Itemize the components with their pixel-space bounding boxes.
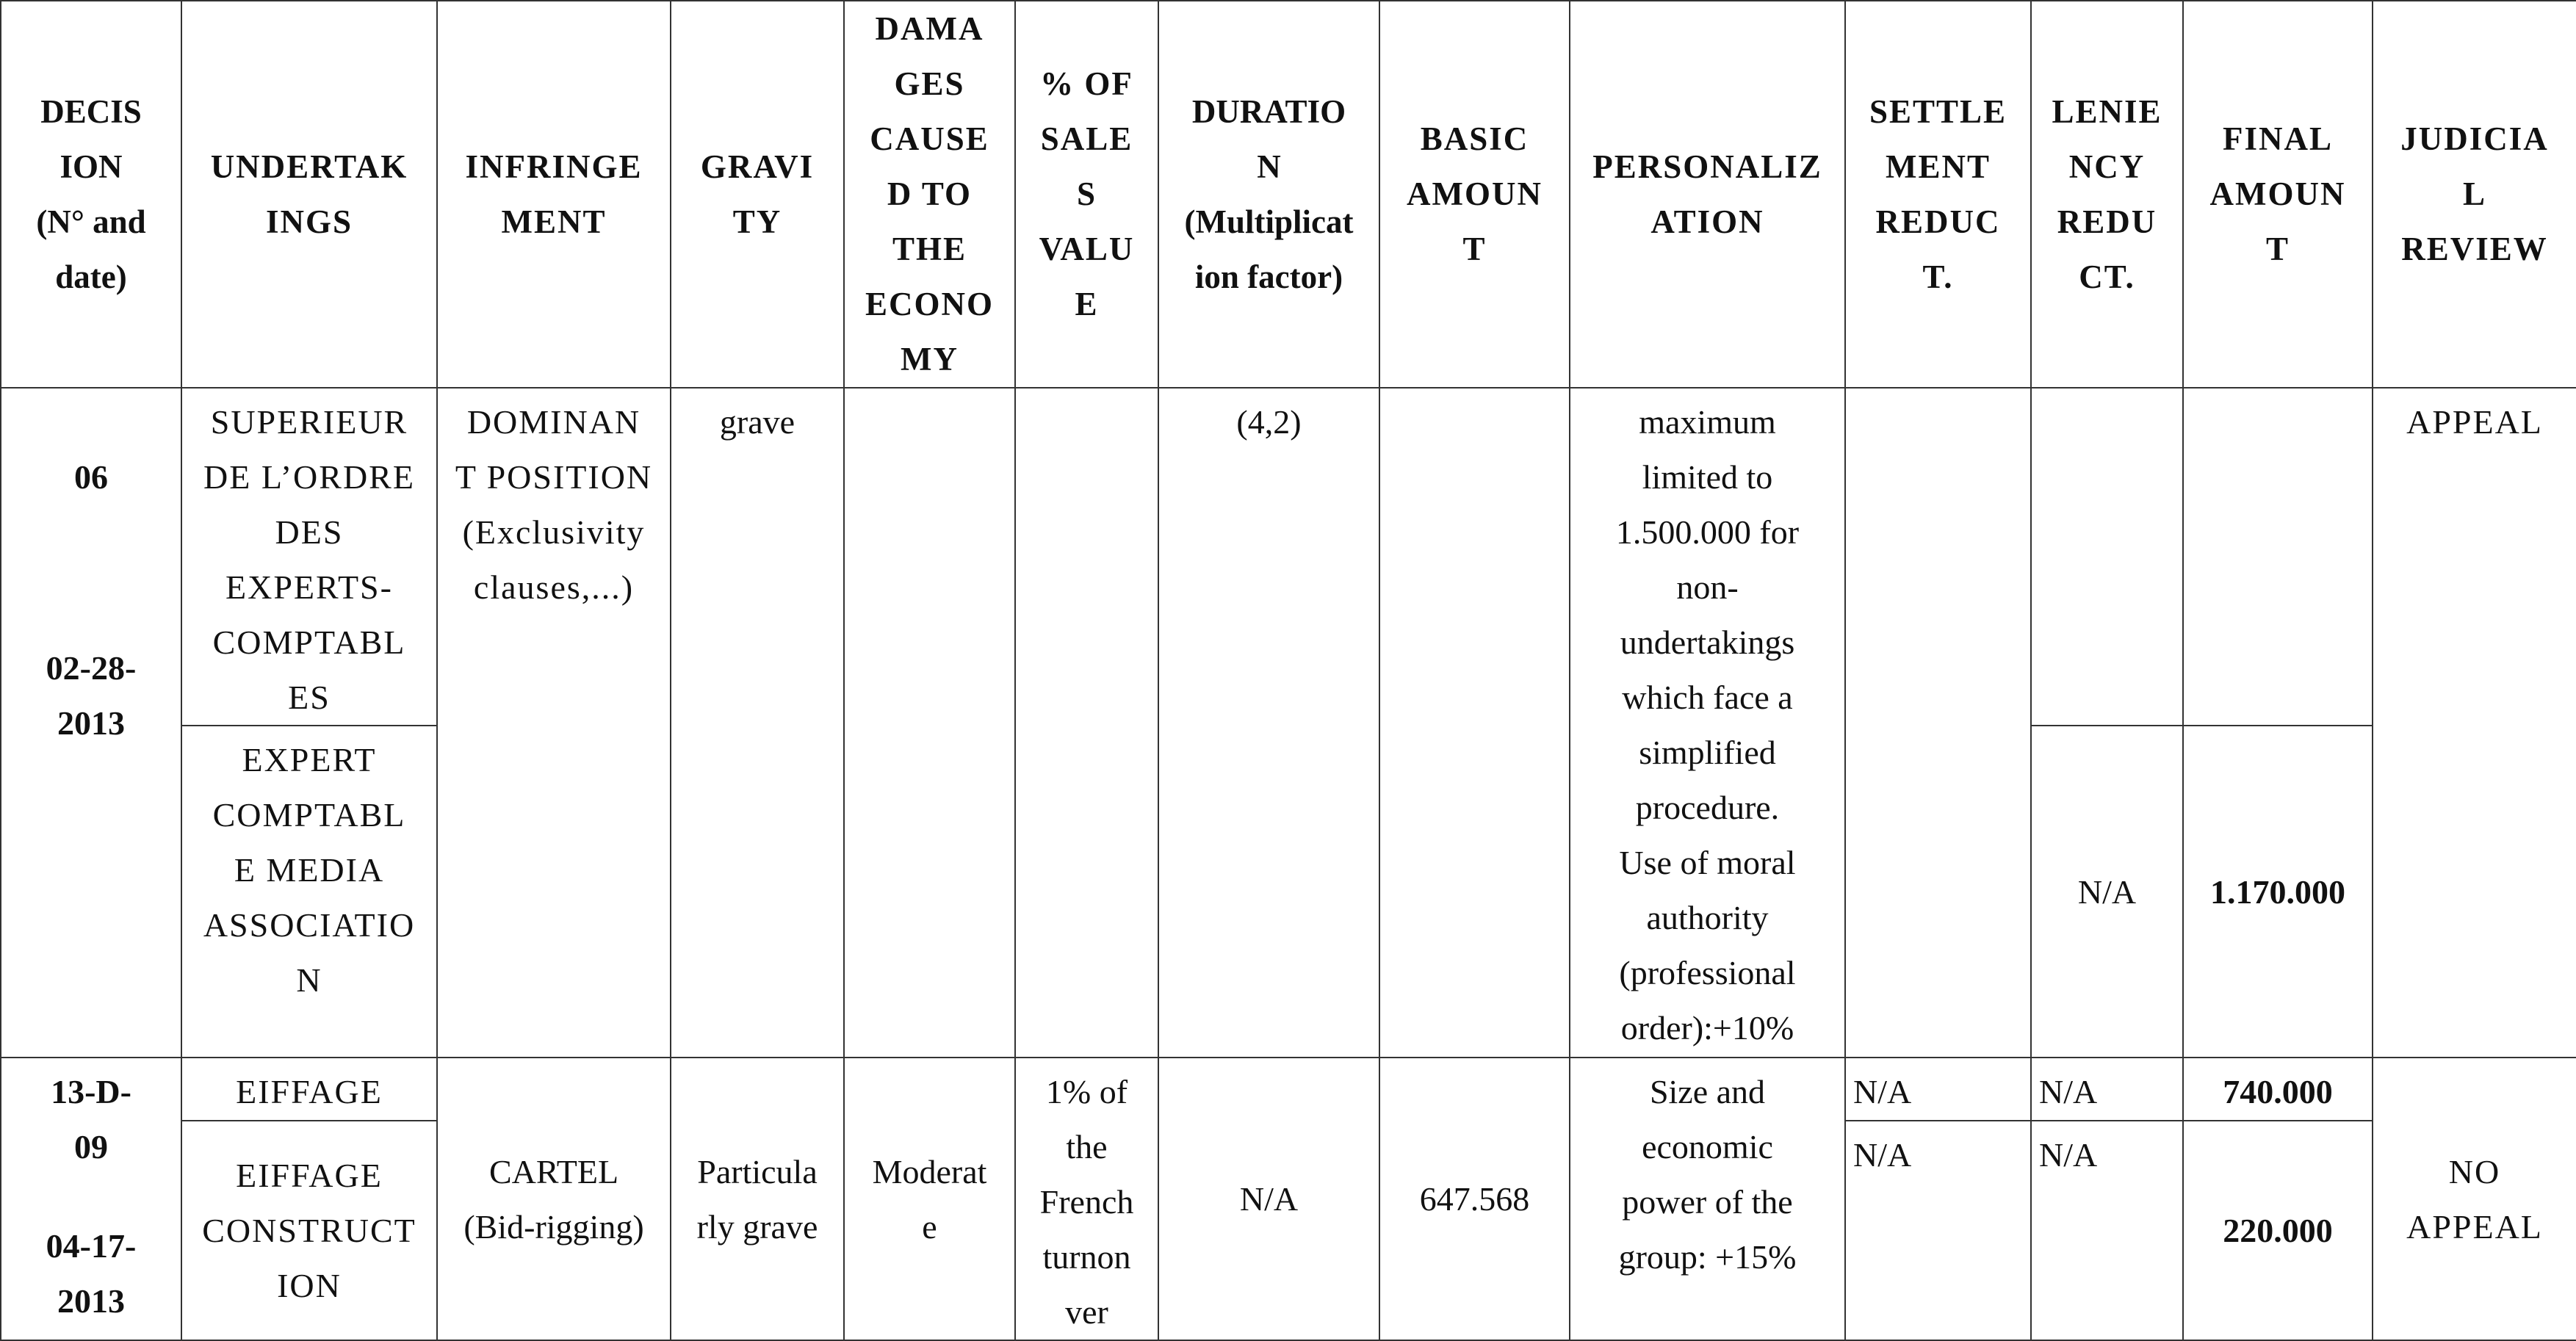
case2-gravity: Particula rly grave — [671, 1058, 844, 1340]
case1-final-2: 1.170.000 — [2183, 726, 2373, 1058]
header-duration: DURATIO N (Multiplicat ion factor) — [1158, 1, 1379, 388]
header-undertakings: UNDERTAK INGS — [181, 1, 437, 388]
case1-personalization: maximum limited to 1.500.000 for non- undertakings which face a simplified procedure. Use of moral authority (professional order):+10% — [1570, 388, 1845, 1058]
header-decision: DECIS ION (N° and date) — [1, 1, 181, 388]
case1-final-1 — [2183, 388, 2373, 726]
header-gravity: GRAVI TY — [671, 1, 844, 388]
case2-personalization: Size and economic power of the group: +15% — [1570, 1058, 1845, 1340]
case2-infringement: CARTEL (Bid-rigging) — [437, 1058, 671, 1340]
header-personalization: PERSONALIZ ATION — [1570, 1, 1845, 388]
case1-judicial-review: APPEAL — [2373, 388, 2576, 1058]
header-row — [1, 1, 2576, 388]
case1-row-1 — [1, 388, 2576, 726]
header-leniency: LENIE NCY REDU CT. — [2031, 1, 2183, 388]
case1-leniency-2: N/A — [2031, 726, 2183, 1058]
case2-duration: N/A — [1158, 1058, 1379, 1340]
case2-judicial-review: NO APPEAL — [2373, 1058, 2576, 1340]
case1-duration: (4,2) — [1158, 388, 1379, 1058]
case2-row-1 — [1, 1058, 2576, 1121]
case1-decision-number: 06 — [74, 458, 108, 496]
case1-infringement: DOMINAN T POSITION (Exclusivity clauses,...) — [437, 388, 671, 1058]
case2-settlement-2: N/A — [1845, 1121, 2031, 1340]
header-basic-amount: BASIC AMOUN T — [1379, 1, 1570, 388]
case1-decision-cell — [1, 388, 181, 1058]
case2-leniency-1: N/A — [2031, 1058, 2183, 1121]
case2-settlement-1: N/A — [1845, 1058, 2031, 1121]
case2-pct-sales: 1% of the French turnon ver — [1015, 1058, 1158, 1340]
case2-undertaking-1: EIFFAGE — [181, 1058, 437, 1121]
case2-final-2: 220.000 — [2183, 1121, 2373, 1340]
case1-gravity: grave — [671, 388, 844, 1058]
case2-undertaking-2: EIFFAGE CONSTRUCT ION — [181, 1121, 437, 1340]
case1-basic-amount — [1379, 388, 1570, 1058]
case2-leniency-2: N/A — [2031, 1121, 2183, 1340]
header-pct-sales: % OF SALE S VALU E — [1015, 1, 1158, 388]
header-settlement: SETTLE MENT REDUC T. — [1845, 1, 2031, 388]
case1-damages — [844, 388, 1015, 1058]
case1-leniency-1 — [2031, 388, 2183, 726]
header-damages: DAMA GES CAUSE D TO THE ECONO MY — [844, 1, 1015, 388]
case2-decision-cell — [1, 1058, 181, 1340]
case1-undertaking-1: SUPERIEUR DE L’ORDRE DES EXPERTS- COMPTABL ES — [181, 388, 437, 726]
header-judicial-review: JUDICIA L REVIEW — [2373, 1, 2576, 388]
case1-decision-date: 02-28- 2013 — [46, 649, 137, 742]
header-infringement: INFRINGE MENT — [437, 1, 671, 388]
case2-basic-amount: 647.568 — [1379, 1058, 1570, 1340]
header-final-amount: FINAL AMOUN T — [2183, 1, 2373, 388]
case2-decision-number: 13-D- 09 — [51, 1073, 131, 1165]
case2-damages: Moderat e — [844, 1058, 1015, 1340]
case1-undertaking-2: EXPERT COMPTABL E MEDIA ASSOCIATIO N — [181, 726, 437, 1058]
case2-final-1: 740.000 — [2183, 1058, 2373, 1121]
case1-pct-sales — [1015, 388, 1158, 1058]
case2-decision-date: 04-17- 2013 — [46, 1227, 137, 1320]
case1-settlement — [1845, 388, 2031, 1058]
